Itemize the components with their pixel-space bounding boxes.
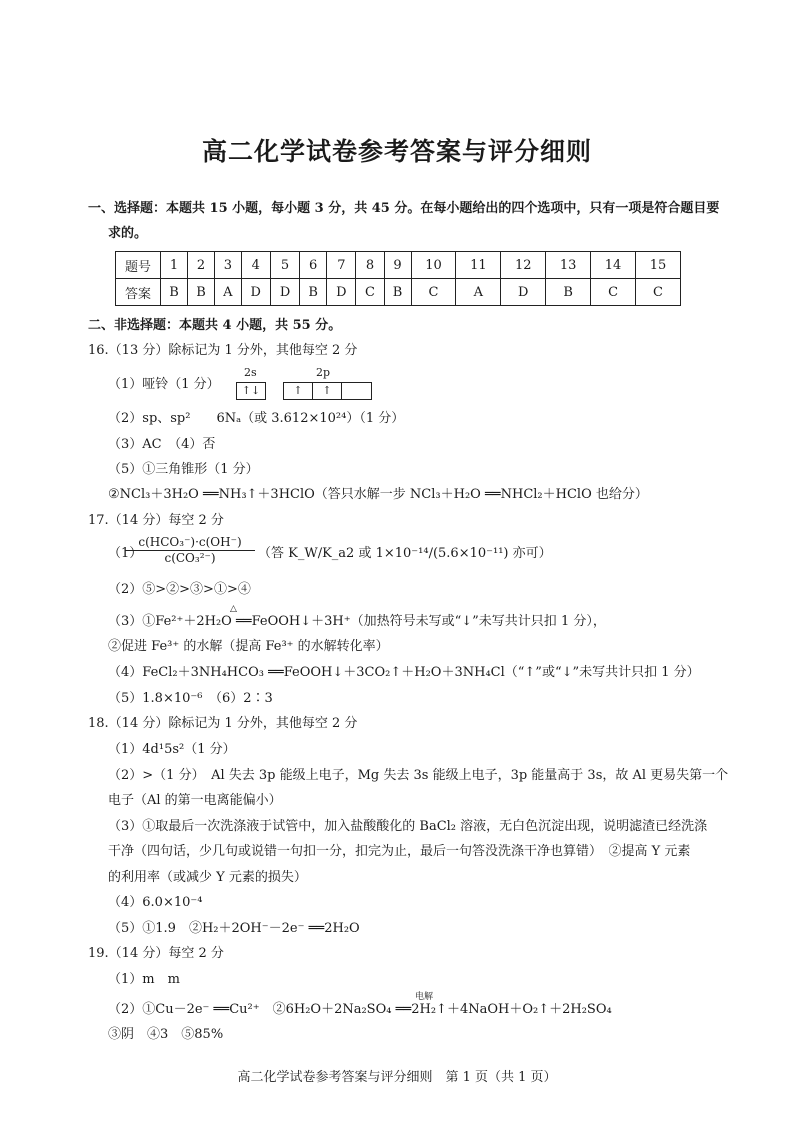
answer-cell: C [635, 279, 680, 306]
q16-line5: ②NCl₃＋3H₂O ══NH₃↑＋3HClO（答只水解一步 NCl₃＋H₂O ══NHCl₂＋HClO 也给分） [108, 487, 648, 502]
q17-line2: （2）⑤>②>③>①>④ [108, 582, 251, 597]
q19-line1: （1）m m [108, 972, 180, 987]
q18-line2: （2）>（1 分） Al 失去 3p 能级上电子，Mg 失去 3s 能级上电子，3p 能量高于 3s，故 Al 更易失第一个 [108, 768, 729, 783]
question-number-cell: 10 [411, 252, 456, 279]
answer-cell: B [161, 279, 188, 306]
question-number-cell: 1 [161, 252, 188, 279]
orbital-cell-2p-2: ↑ [313, 383, 342, 399]
question-number-cell: 5 [270, 252, 299, 279]
q17-line6: （5）1.8×10⁻⁶ （6）2∶3 [108, 691, 273, 706]
q19-line3: ③阴 ④3 ⑤85% [108, 1027, 224, 1042]
orbital-label-2p: 2p [316, 366, 331, 379]
question-number-cell: 13 [546, 252, 591, 279]
table-row-numbers [116, 252, 681, 279]
orbital-label-2s: 2s [244, 366, 257, 379]
orbital-cell-2p-3 [342, 383, 370, 399]
row-label-numbers: 题号 [116, 252, 161, 279]
q18-line5: 干净（四句话，少几句或说错一句扣一分，扣完为止，最后一句答没洗涤干净也算错） ②提高 Y 元素 [108, 844, 691, 859]
q16-line2: （2）sp、sp² 6Nₐ（或 3.612×10²⁴）（1 分） [108, 411, 405, 426]
q18-line1: （1）4d¹5s²（1 分） [108, 742, 236, 757]
orbital-cell-2s: ↑↓ [241, 384, 261, 397]
q16-head: 16.（13 分）除标记为 1 分外，其他每空 2 分 [88, 343, 358, 358]
q16-line3: （3）AC （4）否 [108, 437, 216, 452]
answer-cell: B [546, 279, 591, 306]
q19-head: 19.（14 分）每空 2 分 [88, 946, 224, 961]
answer-cell: C [591, 279, 636, 306]
heat-symbol: △ [230, 604, 237, 614]
row-label-answers: 答案 [116, 279, 161, 306]
electrolysis-label: 电解 [415, 992, 434, 1002]
question-number-cell: 3 [215, 252, 242, 279]
question-number-cell: 8 [356, 252, 384, 279]
q18-line4: （3）①取最后一次洗涤液于试管中，加入盐酸酸化的 BaCl₂ 溶液，无白色沉淀出现，说明滤渣已经洗涤 [108, 819, 708, 834]
page-title: 高二化学试卷参考答案与评分细则 [201, 137, 592, 166]
q16-line1: （1）哑铃（1 分） [108, 377, 220, 392]
q17-fraction [125, 535, 255, 565]
q17-line1-suffix: （答 K_W/K_a2 或 1×10⁻¹⁴/(5.6×10⁻¹¹) 亦可） [258, 546, 552, 561]
q19-line2: （2）①Cu－2e⁻ ══Cu²⁺ ②6H₂O＋2Na₂SO₄ ══2H₂↑＋4NaOH＋O₂↑＋2H₂SO₄ [108, 1002, 612, 1017]
q18-line6: 的利用率（或减少 Y 元素的损失） [108, 870, 307, 885]
table-row-answers [116, 279, 681, 306]
q18-line8: （5）①1.9 ②H₂＋2OH⁻－2e⁻ ══2H₂O [108, 921, 360, 936]
q17-line5: （4）FeCl₂＋3NH₄HCO₃ ══FeOOH↓＋3CO₂↑＋H₂O＋3NH₄Cl（“↑”或“↓”未写共计只扣 1 分） [108, 665, 700, 680]
answer-cell: A [456, 279, 501, 306]
answer-cell: D [327, 279, 356, 306]
orbital-box-2s [236, 382, 266, 400]
answer-cell: C [356, 279, 384, 306]
orbital-cell-2p-1: ↑ [284, 383, 313, 399]
answer-cell: D [241, 279, 270, 306]
question-number-cell: 14 [591, 252, 636, 279]
q17-line3: （3）①Fe²⁺＋2H₂O ══FeOOH↓＋3H⁺（加热符号未写或“↓”未写共计只扣 1 分）， [108, 614, 606, 629]
question-number-cell: 4 [241, 252, 270, 279]
answer-cell: A [215, 279, 242, 306]
page-footer: 高二化学试卷参考答案与评分细则 第 1 页（共 1 页） [237, 1070, 557, 1085]
question-number-cell: 11 [456, 252, 501, 279]
fraction-numerator: c(HCO₃⁻)·c(OH⁻) [125, 535, 255, 551]
question-number-cell: 9 [384, 252, 411, 279]
answer-cell: B [300, 279, 327, 306]
q16-line4: （5）①三角锥形（1 分） [108, 462, 259, 477]
answer-cell: D [270, 279, 299, 306]
section1-heading-cont: 求的。 [108, 226, 148, 241]
answer-cell: B [384, 279, 411, 306]
q18-head: 18.（14 分）除标记为 1 分外，其他每空 2 分 [88, 716, 358, 731]
question-number-cell: 6 [300, 252, 327, 279]
question-number-cell: 12 [501, 252, 546, 279]
section2-heading: 二、非选择题：本题共 4 小题，共 55 分。 [88, 318, 342, 333]
q17-line1-prefix: （1） [108, 546, 143, 561]
answer-cell: D [501, 279, 546, 306]
answer-table [115, 251, 681, 306]
question-number-cell: 2 [188, 252, 215, 279]
q18-line7: （4）6.0×10⁻⁴ [108, 895, 203, 910]
q18-line3: 电子（Al 的第一电离能偏小） [108, 793, 282, 808]
question-number-cell: 7 [327, 252, 356, 279]
section1-heading: 一、选择题：本题共 15 小题，每小题 3 分，共 45 分。在每小题给出的四个选项中，只有一项是符合题目要 [88, 201, 720, 216]
q17-line4: ②促进 Fe³⁺ 的水解（提高 Fe³⁺ 的水解转化率） [108, 639, 389, 654]
fraction-denominator: c(CO₃²⁻) [164, 551, 216, 565]
question-number-cell: 15 [635, 252, 680, 279]
answer-cell: B [188, 279, 215, 306]
q17-head: 17.（14 分）每空 2 分 [88, 513, 224, 528]
orbital-box-2p [283, 382, 372, 400]
answer-cell: C [411, 279, 456, 306]
